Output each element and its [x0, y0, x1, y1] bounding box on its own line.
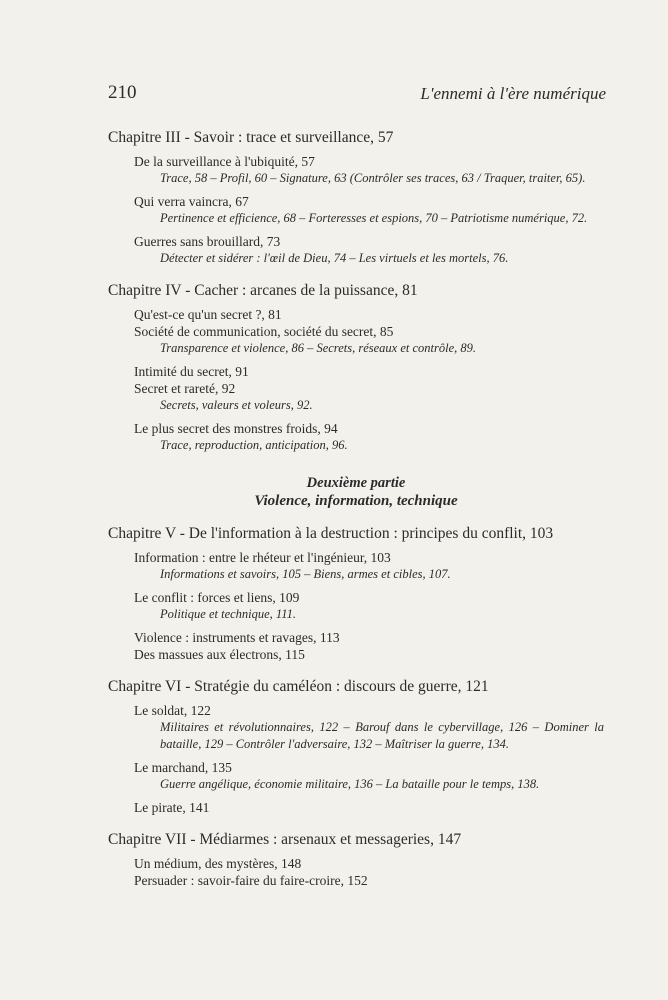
running-title: L'ennemi à l'ère numérique: [420, 84, 606, 103]
chapter-3-section-3: Guerres sans brouillard, 73: [134, 234, 281, 249]
chapter-7-title: Chapitre VII - Médiarmes : arsenaux et messageries, 147: [108, 831, 462, 848]
table-of-contents: [108, 128, 604, 889]
chapter-5-section-1-subsections: Informations et savoirs, 105 – Biens, armes et cibles, 107.: [160, 567, 451, 581]
chapter-4-section-5-subsections: Trace, reproduction, anticipation, 96.: [160, 438, 348, 452]
chapter-4-section-2: Société de communication, société du secret, 85: [134, 324, 394, 339]
chapter-4-section-3: Intimité du secret, 91: [134, 364, 249, 379]
chapter-5-section-2-subsections: Politique et technique, 111.: [160, 607, 296, 621]
chapter-6-section-3: Le pirate, 141: [134, 800, 210, 815]
chapter-4-section-2-subsections: Transparence et violence, 86 – Secrets, réseaux et contrôle, 89.: [160, 341, 477, 355]
chapter-3-title: Chapitre III - Savoir : trace et surveillance, 57: [108, 129, 394, 146]
chapter-5-section-1: Information : entre le rhéteur et l'ingénieur, 103: [134, 550, 391, 565]
chapter-6-section-2: Le marchand, 135: [134, 760, 232, 775]
chapter-3-section-2: Qui verra vaincra, 67: [134, 194, 249, 209]
chapter-3-section-1: De la surveillance à l'ubiquité, 57: [134, 154, 315, 169]
chapter-4-title: Chapitre IV - Cacher : arcanes de la puissance, 81: [108, 282, 418, 299]
chapter-3-section-1-subsections: Trace, 58 – Profil, 60 – Signature, 63 (Contrôler ses traces, 63 / Traquer, traiter, 65).: [160, 171, 586, 185]
chapter-6-section-2-subsections: Guerre angélique, économie militaire, 136 – La bataille pour le temps, 138.: [160, 777, 540, 791]
chapter-6-title: Chapitre VI - Stratégie du caméléon : discours de guerre, 121: [108, 678, 489, 695]
chapter-5-title: Chapitre V - De l'information à la destruction : principes du conflit, 103: [108, 525, 554, 542]
chapter-4-section-4: Secret et rareté, 92: [134, 381, 236, 396]
chapter-3-section-2-subsections: Pertinence et efficience, 68 – Forteresses et espions, 70 – Patriotisme numérique, 72.: [160, 211, 588, 225]
chapter-6-section-1-subsections: Militaires et révolutionnaires, 122 – Barouf dans le cybervillage, 126 – Dominer la bataille, 129 – Contrôler l'adversaire, 132 – Maîtriser la guerre, 134.: [160, 720, 604, 751]
page-number: 210: [108, 82, 137, 103]
chapter-5-section-4: Des massues aux électrons, 115: [134, 647, 305, 662]
part-title: Violence, information, technique: [254, 493, 458, 509]
part-heading: [108, 474, 604, 510]
chapter-7-section-2: Persuader : savoir-faire du faire-croire, 152: [134, 873, 368, 888]
chapter-4-section-1: Qu'est-ce qu'un secret ?, 81: [134, 307, 282, 322]
chapter-5-section-2: Le conflit : forces et liens, 109: [134, 590, 300, 605]
part-label: Deuxième partie: [306, 475, 406, 491]
chapter-4-section-4-subsections: Secrets, valeurs et voleurs, 92.: [160, 398, 313, 412]
chapter-6-section-1: Le soldat, 122: [134, 703, 211, 718]
chapter-4-section-5: Le plus secret des monstres froids, 94: [134, 421, 338, 436]
chapter-5-section-3: Violence : instruments et ravages, 113: [134, 630, 340, 645]
chapter-7-section-1: Un médium, des mystères, 148: [134, 856, 302, 871]
chapter-3-section-3-subsections: Détecter et sidérer : l'œil de Dieu, 74 – Les virtuels et les mortels, 76.: [160, 251, 509, 265]
